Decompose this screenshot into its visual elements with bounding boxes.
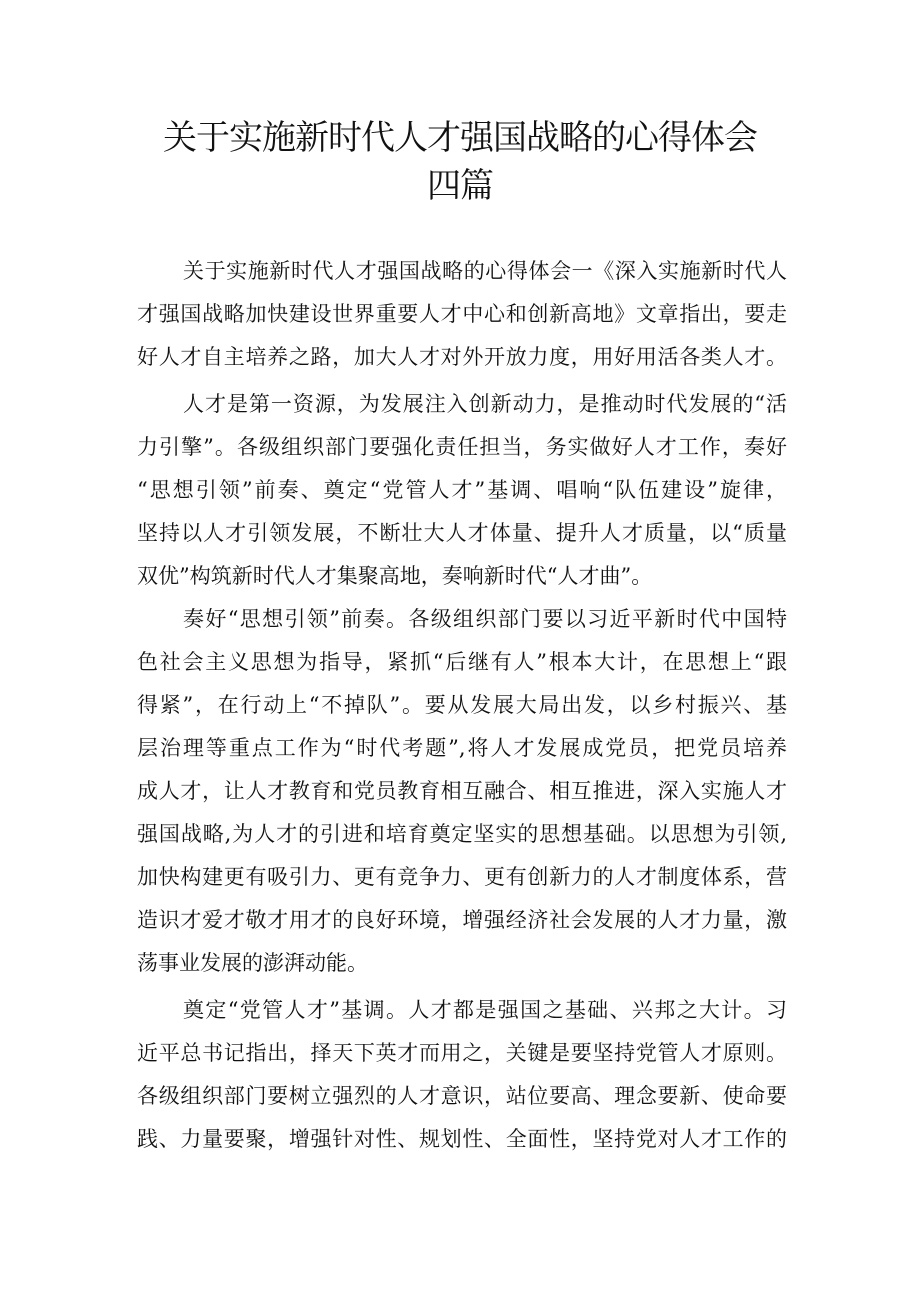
paragraph-line: 色社会主义思想为指导，紧抓“后继有人”根本大计，在思想上“跟 — [137, 650, 787, 674]
paragraph-line: 各级组织部门要树立强烈的人才意识，站位要高、理念要新、使命要 — [137, 1084, 787, 1108]
paragraph-line: 近平总书记指出，择天下英才而用之，关键是要坚持党管人才原则。 — [137, 1041, 787, 1065]
paragraph-line: 坚持以人才引领发展，不断壮大人才体量、提升人才质量，以“质量 — [137, 521, 787, 545]
paragraph-line: 成人才，让人才教育和党员教育相互融合、相互推进，深入实施人才 — [137, 779, 787, 803]
paragraph-line: 奏好“思想引领”前奏。各级组织部门要以习近平新时代中国特 — [183, 607, 787, 631]
paragraph-line: 加快构建更有吸引力、更有竞争力、更有创新力的人才制度体系，营 — [137, 865, 787, 889]
paragraph-line: 践、力量要聚，增强针对性、规划性、全面性，坚持党对人才工作的 — [137, 1127, 787, 1151]
paragraph-line: 才强国战略加快建设世界重要人才中心和创新高地》文章指出，要走 — [137, 302, 787, 326]
paragraph-line: 荡事业发展的澎湃动能。 — [137, 951, 368, 975]
paragraph-line: 好人才自主培养之路，加大人才对外开放力度，用好用活各类人才。 — [137, 345, 787, 369]
paragraph-line: 奠定“党管人才”基调。人才都是强国之基础、兴邦之大计。习 — [183, 998, 787, 1022]
paragraph-line: 造识才爱才敬才用才的良好环境，增强经济社会发展的人才力量，激 — [137, 908, 787, 932]
paragraph-line: “思想引领”前奏、奠定“党管人才”基调、唱响“队伍建设”旋律， — [137, 478, 787, 502]
paragraph-line: 强国战略,为人才的引进和培育奠定坚实的思想基础。以思想为引领, — [137, 822, 787, 846]
document-title-line-2: 四篇 — [427, 166, 493, 206]
paragraph-line: 人才是第一资源，为发展注入创新动力，是推动时代发展的“活 — [183, 392, 787, 416]
paragraph-line: 双优”构筑新时代人才集聚高地，奏响新时代“人才曲”。 — [137, 564, 653, 588]
paragraph-line: 关于实施新时代人才强国战略的心得体会一《深入实施新时代人 — [183, 259, 787, 283]
paragraph-line: 得紧”，在行动上“不掉队”。要从发展大局出发，以乡村振兴、基 — [137, 693, 787, 717]
paragraph-line: 力引擎”。各级组织部门要强化责任担当，务实做好人才工作，奏好 — [137, 435, 787, 459]
document-title-line-1: 关于实施新时代人才强国战略的心得体会 — [163, 118, 757, 158]
paragraph-line: 层治理等重点工作为“时代考题”,将人才发展成党员，把党员培养 — [137, 736, 787, 760]
